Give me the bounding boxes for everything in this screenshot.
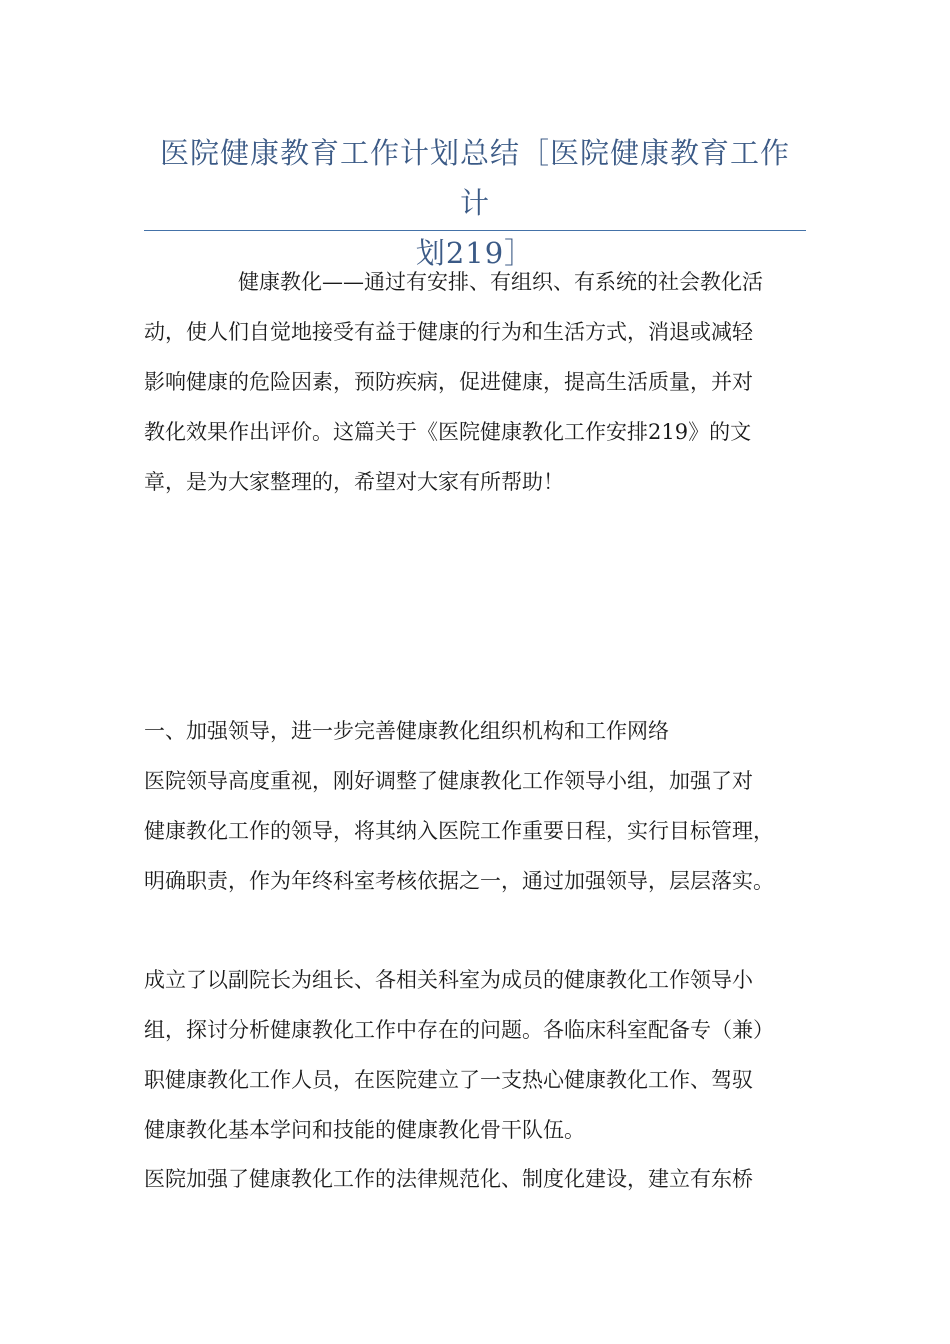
intro-line: 章，是为大家整理的，希望对大家有所帮助！ [144,470,564,494]
body-line: 医院加强了健康教化工作的法律规范化、制度化建设，建立有东桥 [144,1167,753,1191]
body-line: 职健康教化工作人员，在医院建立了一支热心健康教化工作、驾驭 [144,1068,753,1092]
intro-line: 教化效果作出评价。这篇关于《医院健康教化工作安排219》的文 [144,420,752,444]
body-line: 成立了以副院长为组长、各相关科室为成员的健康教化工作领导小 [144,968,753,992]
body-line: 组，探讨分析健康教化工作中存在的问题。各临床科室配备专（兼） [144,1018,774,1042]
intro-line: 动，使人们自觉地接受有益于健康的行为和生活方式，消退或减轻 [144,320,753,344]
title-line-2: 划219］ [415,236,535,270]
body-line: 明确职责，作为年终科室考核依据之一，通过加强领导，层层落实。 [144,869,774,893]
title-line-1: 医院健康教育工作计划总结［医院健康教育工作计 [159,136,790,220]
document-title [146,128,804,278]
body-line: 医院领导高度重视，刚好调整了健康教化工作领导小组，加强了对 [144,769,753,793]
section-heading: 一、加强领导，进一步完善健康教化组织机构和工作网络 [144,719,669,743]
intro-line: 影响健康的危险因素，预防疾病，促进健康，提高生活质量，并对 [144,370,753,394]
title-underline [144,230,806,231]
body-line: 健康教化工作的领导，将其纳入医院工作重要日程，实行目标管理， [144,819,774,843]
body-line: 健康教化基本学问和技能的健康教化骨干队伍。 [144,1118,585,1142]
intro-line: 健康教化——通过有安排、有组织、有系统的社会教化活 [238,270,763,294]
